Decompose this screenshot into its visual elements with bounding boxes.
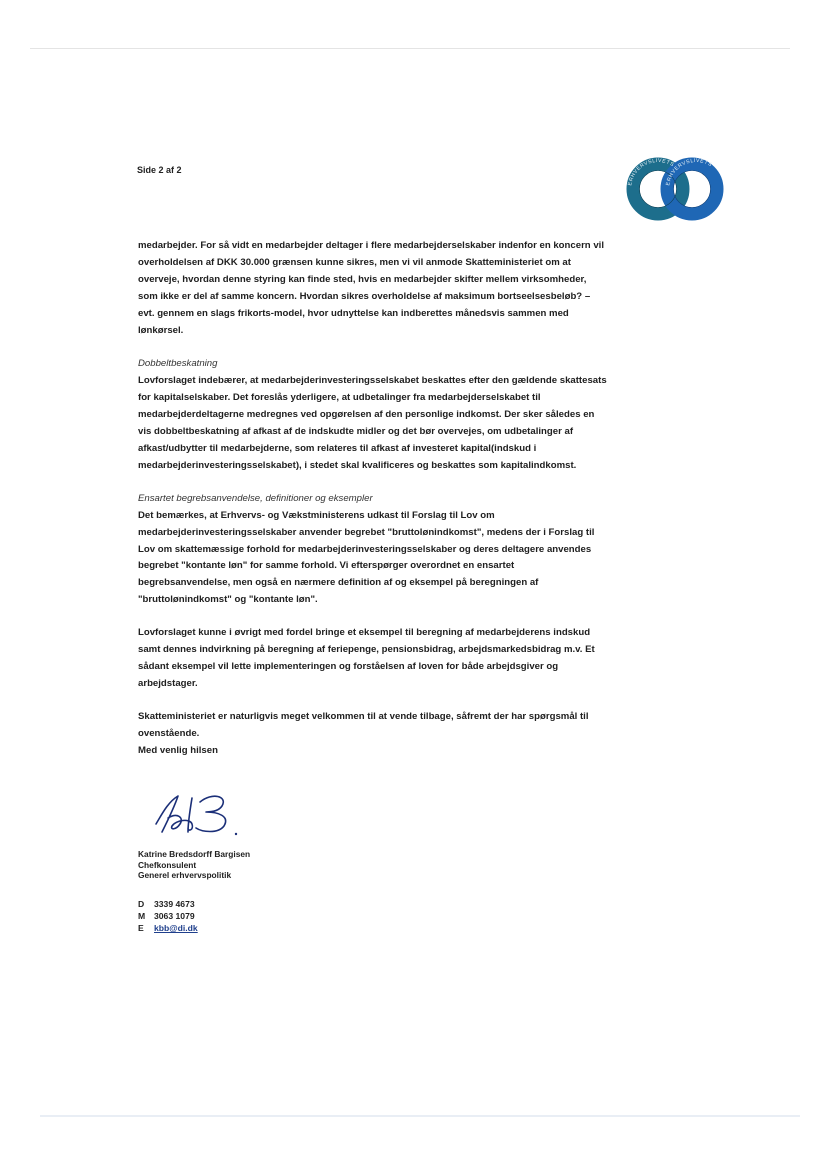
- scan-border-bottom: [40, 1115, 800, 1117]
- paragraph-double-taxation: Lovforslaget indebærer, at medarbejderinvesteringsselskabet beskattes efter den gældende skattesats for kapitalselskaber. Det foreslås yderligere, at udbetalinger fra medarbejderselskabet til medarbejderdeltagerne medregnes ved opgørelsen af den personlige indkomst. Der sker således en vis dobbeltbeskatning af afkast af de indskudte midler og det bør overvejes, om udbetalinger af afkast/udbytter til medarbejderne, som relateres til afkast af investeret kapital(indskud i medarbejderinvesteringsselskabet), i stedet skal kvalificeres og beskattes som kapitalindkomst.: [138, 375, 607, 471]
- page-number: Side 2 af 2: [137, 165, 182, 175]
- logo-right-text: ERHVERVSLIVETS: [665, 157, 714, 187]
- company-logo: [622, 153, 726, 225]
- heading-definitions: Ensartet begrebsanvendelse, definitioner og eksempler: [138, 492, 373, 504]
- contact-details: [138, 898, 198, 934]
- letter-body: [138, 238, 608, 759]
- handwritten-signature: [148, 788, 244, 844]
- heading-double-taxation: Dobbeltbeskatning: [138, 358, 218, 370]
- signer-title: Chefkonsulent: [138, 859, 197, 870]
- paragraph-contact-offer: Skatteministeriet er naturligvis meget velkommen til at vende tilbage, såfremt der har spørgsmål til ovenstående.: [138, 710, 589, 739]
- paragraph-example: Lovforslaget kunne i øvrigt med fordel bringe et eksempel til beregning af medarbejderens indskud samt dennes indvirkning på beregning af feriepenge, pensionsbidrag, arbejdsmarkedsbidrag m.v. Et sådant eksempel vil lette implementeringen og forståelsen af loven for både arbejdsgiver og arbejdstager.: [138, 627, 595, 689]
- logo-left-text: ERHVERVSLIVETS: [627, 157, 676, 187]
- contact-mobile: M 3063 1079: [138, 911, 195, 921]
- email-link[interactable]: kbb@di.dk: [154, 923, 198, 933]
- scan-border-top: [30, 48, 790, 49]
- signer-name: Katrine Bredsdorff Bargisen: [138, 849, 251, 859]
- signer-department: Generel erhvervspolitik: [138, 870, 232, 880]
- paragraph-definitions: Det bemærkes, at Erhvervs- og Vækstministerens udkast til Forslag til Lov om medarbejderinvesteringsselskaber anvender begrebet "bruttolønindkomst", medens der i Forslag til Lov om skattemæssige forhold for medarbejderinvesteringsselskaber og deres deltagere anvendes begrebet "kontante løn" for samme forhold. Vi efterspørger overordnet en ensartet begrebsanvendelse, men også en nærmere definition af og eksempel på beregningen af "bruttolønindkomst" og "kontante løn".: [138, 509, 595, 606]
- closing-greeting: Med venlig hilsen: [138, 744, 218, 756]
- signature-block: [138, 849, 250, 881]
- paragraph-mid-sentence: medarbejder. For så vidt en medarbejder deltager i flere medarbejderselskaber indenfor en koncern vil overholdelsen af DKK 30.000 grænsen kunne sikres, men vi vil anmode Skatteministeriet om at overveje, hvordan denne styring kan finde sted, hvis en medarbejder skifter mellem virksomheder, som ikke er del af samme koncern. Hvordan sikres overholdelse af maksimum bortseelsesbeløb? – evt. gennem en slags frikorts-model, hvor udnyttelse kan indberettes månedsvis sammen med lønkørsel.: [138, 240, 604, 336]
- contact-direct: D 3339 4673: [138, 899, 195, 909]
- contact-email: E kbb@di.dk: [138, 923, 198, 933]
